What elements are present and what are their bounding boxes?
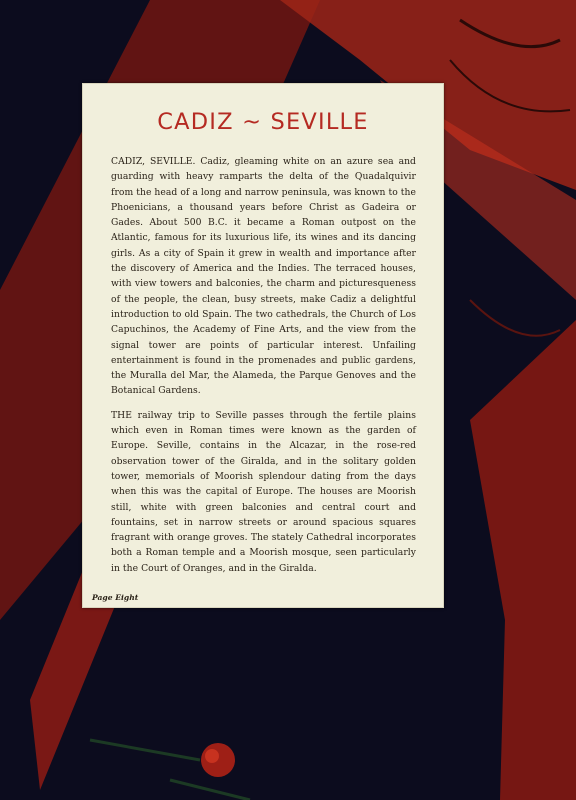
page-title: CADIZ ~ SEVILLE [157, 109, 369, 135]
paragraph-cadiz: CADIZ, SEVILLE. Cadiz, gleaming white on an azure sea and guarding with heavy ramparts the delta of the Quadalquivir from the head of a long and narrow peninsula, was known to the Phoenicians, a thousand years before Christ as Gadeira or Gades. About 500 B.C. it became a Roman outpost on the Atlantic, famous for its luxurious life, its wines and its dancing girls. As a city of Spain it grew in wealth and importance after the discovery of America and the Indies. The terraced houses, with view towers and balconies, the charm and picturesqueness of the people, the clean, busy streets, make Cadiz a delightful introduction to old Spain. The two cathedrals, the Church of Los Capuchinos, the Academy of Fine Arts, and the view from the signal tower are points of particular interest. Unfailing entertainment is found in the promenades and public gardens, the Muralla del Mar, the Alameda, the Parque Genoves and the Botanical Gardens. [111, 156, 416, 397]
article-body [111, 154, 416, 576]
content-card [82, 83, 444, 608]
paragraph-seville: THE railway trip to Seville passes through the fertile plains which even in Roman times were known as the garden of Europe. Seville, contains in the Alcazar, in the rose-red observation tower of the Giralda, and in the solitary golden tower, memorials of Moorish splendour dating from the days when this was the capital of Europe. The houses are Moorish still, white with green balconies and central court and fountains, set in narrow streets or around spacious squares fragrant with orange groves. The stately Cathedral incorporates both a Roman temple and a Moorish mosque, seen particularly in the Court of Oranges, and in the Giralda. [111, 409, 416, 574]
page-footer: Page Eight [92, 593, 139, 602]
